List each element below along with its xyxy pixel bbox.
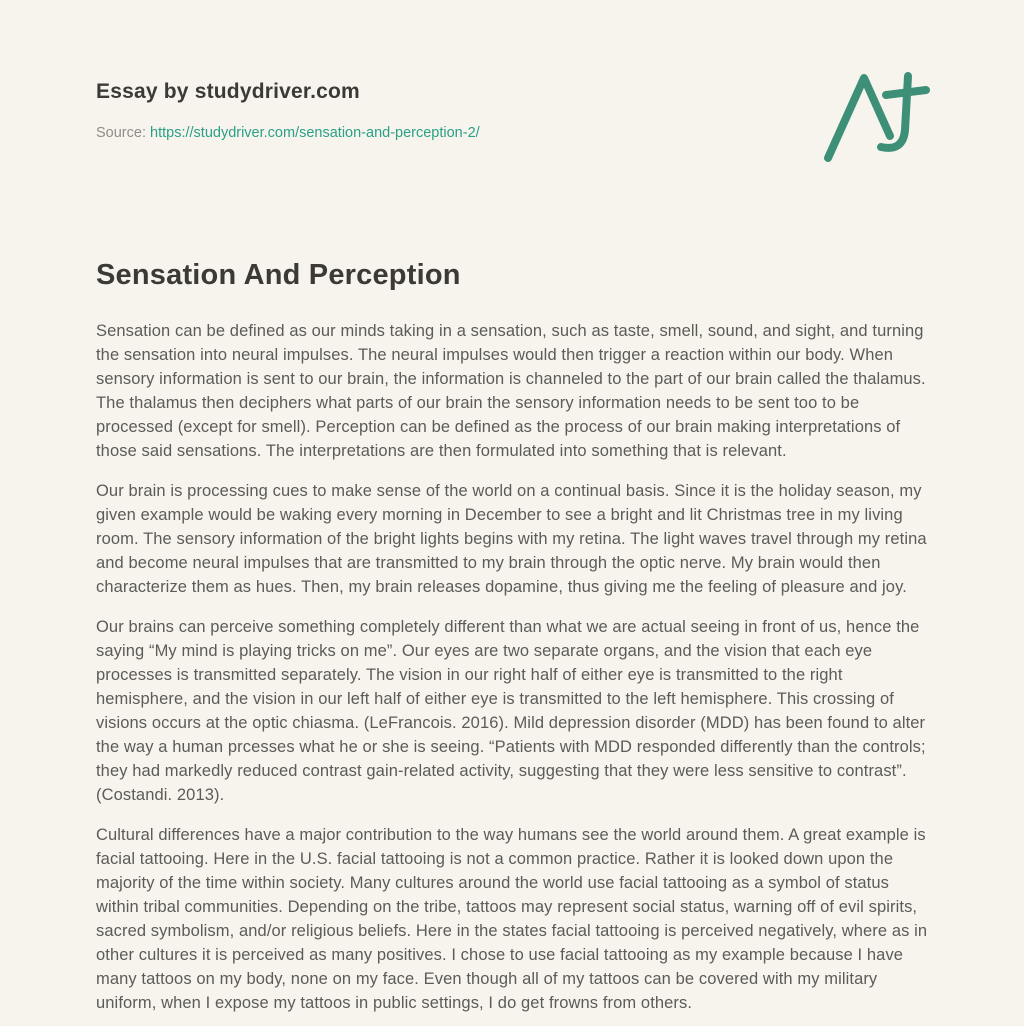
studydriver-logo-icon: [820, 68, 932, 164]
essay-paragraph: Sensation can be defined as our minds taking in a sensation, such as taste, smell, sound, and sight, and turning the sensation into neural impulses. The neural impulses would then trigger a reaction within our body. When sensory information is sent to our brain, the information is channeled to the part of our brain called the thalamus. The thalamus then deciphers what parts of our brain the sensory information needs to be sent too to be processed (except for smell). Perception can be defined as the process of our brain making interpretations of those said sensations. The interpretations are then formulated into something that is relevant.: [96, 322, 926, 460]
source-line: [96, 125, 928, 141]
essay-paragraph: Our brains can perceive something completely different than what we are actual seeing in front of us, hence the saying “My mind is playing tricks on me”. Our eyes are two separate organs, and the vision that each eye processes is transmitted separately. The vision in our right half of either eye is transmitted to the right hemisphere, and the vision in our left half of either eye is transmitted to the left hemisphere. This crossing of visions occurs at the optic chiasma. (LeFrancois. 2016). Mild depression disorder (MDD) has been found to alter the way a human prcesses what he or she is seeing. “Patients with MDD responded differently than the controls; they had markedly reduced contrast gain-related activity, suggesting that they were less sensitive to contrast”. (Costandi. 2013).: [96, 618, 926, 804]
essay-body: [96, 319, 928, 1015]
source-label: Source:: [96, 125, 146, 141]
essay-paragraph: Our brain is processing cues to make sense of the world on a continual basis. Since it is the holiday season, my given example would be waking every morning in December to see a bright and lit Christmas tree in my living room. The sensory information of the bright lights begins with my retina. The light waves travel through my retina and become neural impulses that are transmitted to my brain through the optic nerve. My brain would then characterize them as hues. Then, my brain releases dopamine, thus giving me the feeling of pleasure and joy.: [96, 482, 927, 596]
byline: Essay by studydriver.com: [96, 80, 360, 103]
page-title: Sensation And Perception: [96, 259, 461, 291]
essay-paragraph: Cultural differences have a major contribution to the way humans see the world around them. A great example is facial tattooing. Here in the U.S. facial tattooing is not a common practice. Rather it is looked down upon the majority of the time within society. Many cultures around the world use facial tattooing as a symbol of status within tribal communities. Depending on the tribe, tattoos may represent social status, warning off of evil spirits, sacred symbolism, and/or religious beliefs. Here in the states facial tattooing is perceived negatively, where as in other cultures it is perceived as many positives. I chose to use facial tattooing as my example because I have many tattoos on my body, none on my face. Even though all of my tattoos can be covered with my military uniform, when I expose my tattoos in public settings, I do get frowns from others.: [96, 826, 928, 1012]
source-link[interactable]: https://studydriver.com/sensation-and-perception-2/: [150, 125, 480, 141]
